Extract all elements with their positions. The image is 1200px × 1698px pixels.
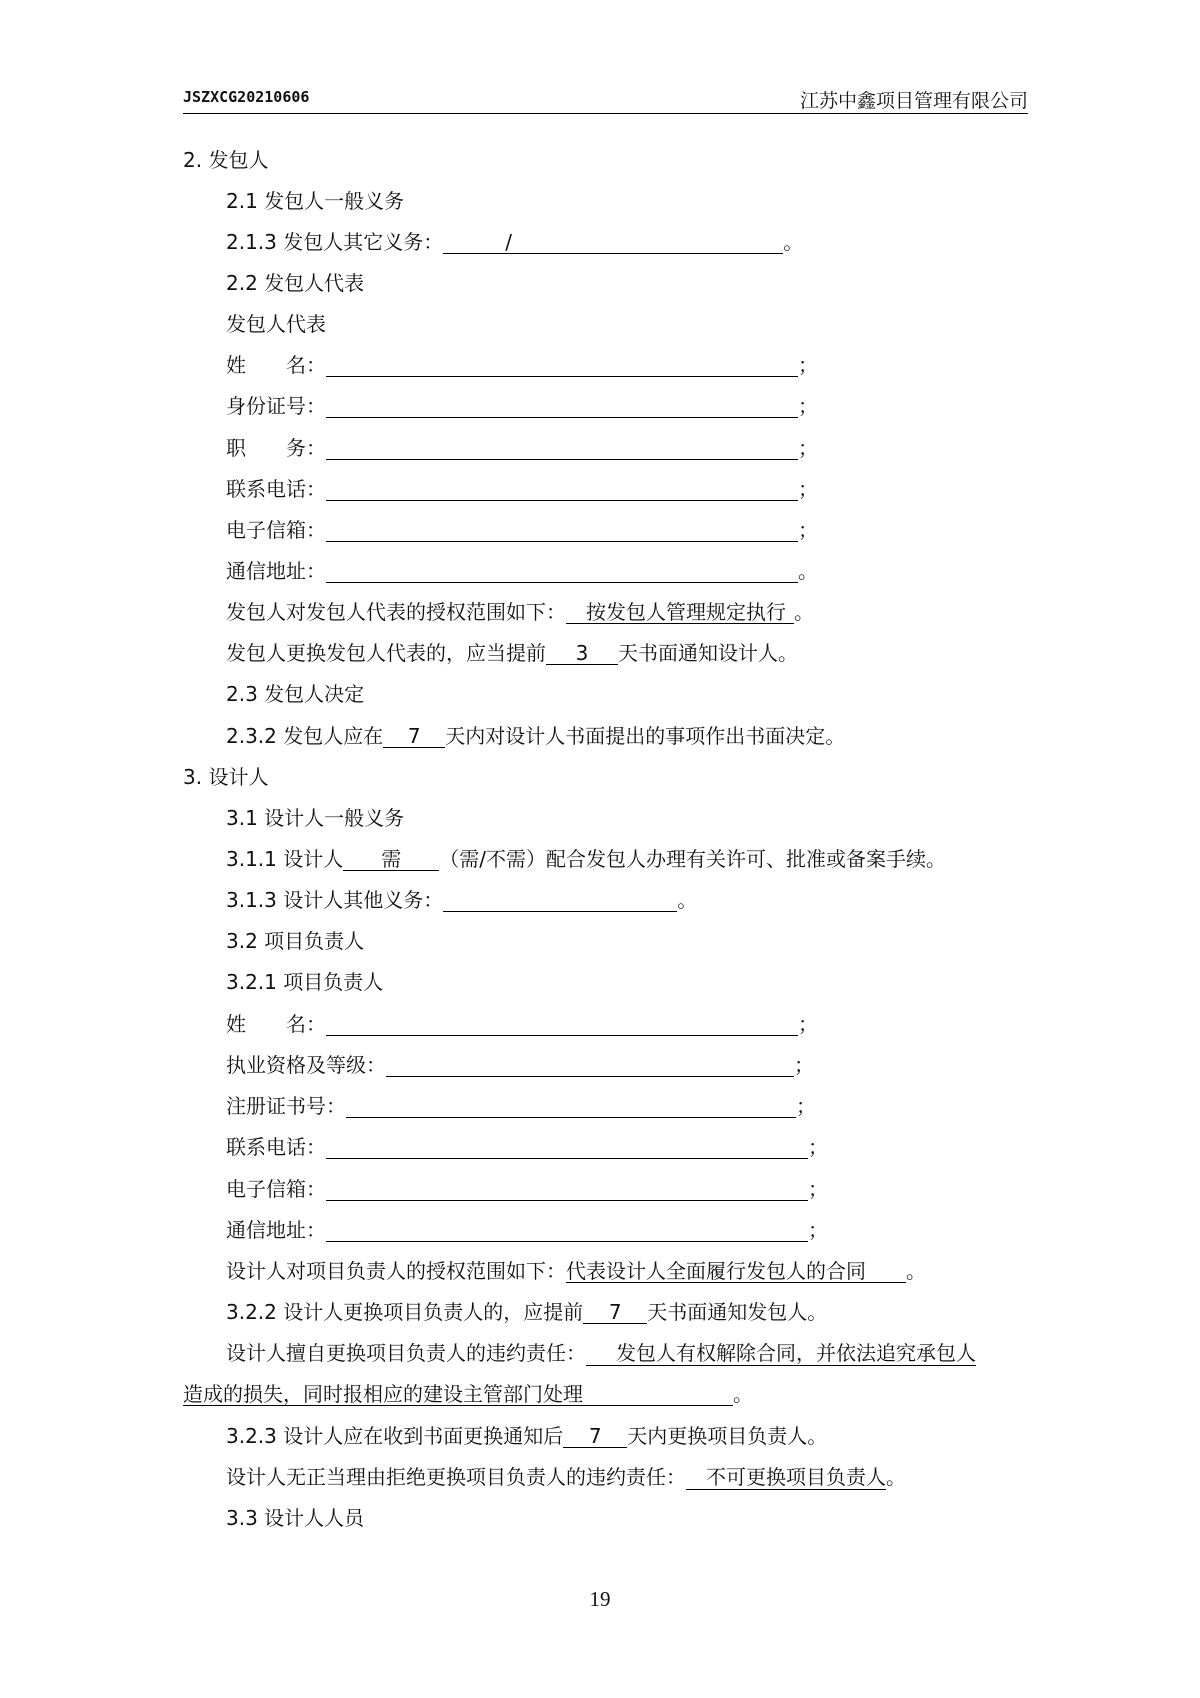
field-label: 发包人对发包人代表的授权范围如下： xyxy=(226,600,566,624)
fill-blank xyxy=(326,519,798,542)
fill-blank xyxy=(386,1054,794,1077)
field-label: 联系电话： xyxy=(226,1135,326,1159)
fill-blank xyxy=(326,395,798,418)
fill-value: / xyxy=(505,230,512,254)
text: 3.2.2 设计人更换项目负责人的，应提前 xyxy=(226,1300,584,1324)
punct: ； xyxy=(798,1012,818,1036)
punct: ； xyxy=(798,353,818,377)
section-2-title: 2. 发包人 xyxy=(183,148,269,172)
page-number: 19 xyxy=(589,1587,611,1611)
pm-phone-row xyxy=(226,1135,828,1159)
fill-blank xyxy=(183,1383,733,1406)
field-label: 电子信箱： xyxy=(226,1177,326,1201)
punct: ； xyxy=(808,1135,828,1159)
rep-auth-row xyxy=(226,600,814,624)
text: （需/不需）配合发包人办理有关许可、批准或备案手续。 xyxy=(439,847,946,871)
fill-blank xyxy=(326,560,798,583)
section-2-3-title: 2.3 发包人决定 xyxy=(226,682,365,706)
fill-blank xyxy=(326,354,798,377)
breach1-row-a xyxy=(226,1341,976,1365)
punct: ； xyxy=(798,477,818,501)
breach2-row xyxy=(226,1465,906,1489)
fill-value: 7 xyxy=(608,1300,622,1324)
text: 天内对设计人书面提出的事项作出书面决定。 xyxy=(445,724,846,748)
punct: 。 xyxy=(906,1259,926,1283)
field-label: 3.1.3 设计人其他义务： xyxy=(226,888,444,912)
rep-email-row xyxy=(226,518,818,542)
text: 3.1.1 设计人 xyxy=(226,847,344,871)
field-label: 身份证号： xyxy=(226,394,326,418)
text: 天书面通知发包人。 xyxy=(647,1300,828,1324)
fill-blank xyxy=(326,478,798,501)
section-2-3-2 xyxy=(226,724,845,748)
fill-blank xyxy=(566,601,794,624)
section-2-1-title: 2.1 发包人一般义务 xyxy=(226,189,405,213)
fill-blank xyxy=(563,1425,627,1448)
field-label: 姓 名： xyxy=(226,353,326,377)
fill-value: 7 xyxy=(588,1424,602,1448)
rep-address-row xyxy=(226,559,818,583)
section-3-title: 3. 设计人 xyxy=(183,765,269,789)
text: 天书面通知设计人。 xyxy=(618,641,798,665)
field-label: 注册证书号： xyxy=(226,1094,346,1118)
field-label: 职 务： xyxy=(226,436,326,460)
text: 3.2.3 设计人应在收到书面更换通知后 xyxy=(226,1424,564,1448)
pm-email-row xyxy=(226,1177,828,1201)
breach1-row-b xyxy=(183,1382,753,1406)
fill-blank xyxy=(326,1178,808,1201)
fill-blank xyxy=(326,1013,798,1036)
section-3-1-title: 3.1 设计人一般义务 xyxy=(226,806,405,830)
punct: ； xyxy=(808,1218,828,1242)
section-3-2-2 xyxy=(226,1300,827,1324)
section-2-2-title: 2.2 发包人代表 xyxy=(226,271,365,295)
pm-qual-row xyxy=(226,1053,814,1077)
section-3-2-3 xyxy=(226,1424,827,1448)
punct: ； xyxy=(798,394,818,418)
header-divider xyxy=(183,113,1028,114)
fill-value: 需 xyxy=(381,847,402,871)
fill-value: 按发包人管理规定执行 xyxy=(586,600,786,624)
section-3-3-title: 3.3 设计人人员 xyxy=(226,1506,365,1530)
punct: ； xyxy=(808,1177,828,1201)
field-label: 执业资格及等级： xyxy=(226,1053,386,1077)
field-label: 姓 名： xyxy=(226,1012,326,1036)
document-code: JSZXCG20210606 xyxy=(183,88,310,106)
punct: ； xyxy=(798,436,818,460)
fill-blank xyxy=(443,231,783,254)
fill-blank xyxy=(383,725,445,748)
fill-value: 不可更换项目负责人 xyxy=(686,1465,886,1490)
field-label: 通信地址： xyxy=(226,559,326,583)
fill-blank xyxy=(326,437,798,460)
section-2-1-3 xyxy=(226,230,803,254)
fill-value: 造成的损失，同时报相应的建设主管部门处理 xyxy=(183,1382,583,1406)
fill-blank xyxy=(326,1219,808,1242)
punct: 。 xyxy=(783,230,804,254)
punct: 。 xyxy=(886,1465,906,1489)
pm-address-row xyxy=(226,1218,828,1242)
text: 发包人更换发包人代表的，应当提前 xyxy=(226,641,546,665)
field-label: 设计人擅自更换项目负责人的违约责任： xyxy=(226,1341,586,1365)
rep-title: 发包人代表 xyxy=(226,312,326,336)
section-3-2-title: 3.2 项目负责人 xyxy=(226,929,365,953)
punct: ； xyxy=(794,1053,814,1077)
fill-blank xyxy=(566,1260,906,1283)
rep-phone-row xyxy=(226,477,818,501)
punct: 。 xyxy=(794,600,814,624)
punct: ； xyxy=(796,1094,816,1118)
punct: ； xyxy=(798,518,818,542)
field-label: 设计人无正当理由拒绝更换项目负责人的违约责任： xyxy=(226,1465,686,1489)
fill-blank xyxy=(343,848,439,871)
rep-replace-row xyxy=(226,641,798,665)
pm-auth-row xyxy=(226,1259,926,1283)
rep-position-row xyxy=(226,436,818,460)
field-label: 联系电话： xyxy=(226,477,326,501)
fill-blank xyxy=(583,1301,647,1324)
fill-value: 代表设计人全面履行发包人的合同 xyxy=(566,1259,866,1283)
field-label: 设计人对项目负责人的授权范围如下： xyxy=(226,1259,566,1283)
fill-blank xyxy=(443,889,677,912)
company-name: 江苏中鑫项目管理有限公司 xyxy=(799,90,1028,112)
punct: 。 xyxy=(733,1382,753,1406)
punct: 。 xyxy=(677,888,698,912)
punct: 。 xyxy=(798,559,818,583)
rep-name-row xyxy=(226,353,818,377)
field-label: 通信地址： xyxy=(226,1218,326,1242)
fill-blank xyxy=(346,1095,796,1118)
section-3-1-1 xyxy=(226,847,946,871)
field-label: 电子信箱： xyxy=(226,518,326,542)
fill-blank xyxy=(546,642,618,665)
fill-value: 7 xyxy=(407,724,421,748)
pm-name-row xyxy=(226,1012,818,1036)
text: 天内更换项目负责人。 xyxy=(627,1424,828,1448)
section-3-1-3 xyxy=(226,888,697,912)
text: 2.3.2 发包人应在 xyxy=(226,724,384,748)
rep-id-row xyxy=(226,394,818,418)
fill-value: 发包人有权解除合同，并依法追究承包人 xyxy=(586,1341,976,1366)
section-3-2-1-title: 3.2.1 项目负责人 xyxy=(226,970,384,994)
pm-cert-row xyxy=(226,1094,816,1118)
field-label: 2.1.3 发包人其它义务： xyxy=(226,230,444,254)
fill-blank xyxy=(326,1136,808,1159)
fill-value: 3 xyxy=(575,641,589,665)
